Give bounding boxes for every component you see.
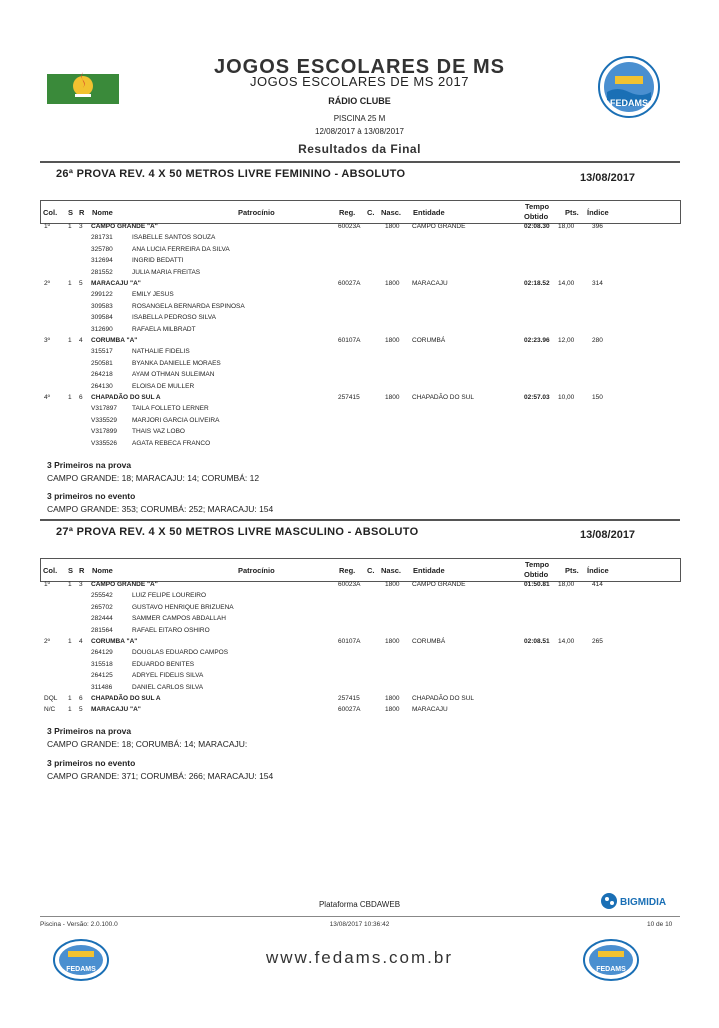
team-time: 02:08.51 [524, 638, 550, 645]
swimmer-row [40, 245, 680, 256]
swimmer-name: LUIZ FELIPE LOUREIRO [132, 592, 207, 600]
team-series: 1 [68, 706, 72, 714]
team-lane: 3 [79, 223, 83, 230]
event-1-summary2: CAMPO GRANDE: 353; CORUMBÁ: 252; MARACAJU: 154 [47, 504, 274, 514]
swimmer-name: BYANKA DANIELLE MORAES [132, 359, 221, 367]
team-lane: 3 [79, 581, 83, 588]
team-place: 3º [44, 337, 50, 344]
swimmer-reg: 315518 [91, 660, 113, 668]
team-points: 14,00 [558, 280, 575, 287]
swimmer-name: THAIS VAZ LOBO [132, 428, 185, 436]
swimmer-reg: 264130 [91, 382, 113, 390]
team-name: CAMPO GRANDE "A" [91, 223, 158, 230]
event-2-date: 13/08/2017 [580, 529, 636, 541]
swimmer-name: DOUGLAS EDUARDO CAMPOS [132, 649, 229, 657]
event-1-column-header: Col. S R Nome Patrocínio Reg. C. Nasc. Entidade Tempo Obtido Pts. Índice [40, 200, 681, 224]
team-birth: 1800 [385, 706, 400, 714]
team-reg: 60023A [338, 223, 361, 230]
swimmer-name: ISABELLA PEDROSO SILVA [132, 314, 216, 322]
team-index: 396 [592, 223, 603, 230]
team-reg: 60107A [338, 638, 361, 645]
event-2-summary1: CAMPO GRANDE: 18; CORUMBÁ: 14; MARACAJU: [47, 739, 248, 749]
swimmer-row [40, 325, 680, 336]
team-entity: CAMPO GRANDE [412, 581, 466, 588]
swimmer-name: RAFAELA MILBRADT [132, 325, 196, 333]
swimmer-reg: 264129 [91, 649, 113, 657]
header-divider [40, 161, 680, 163]
team-points: 18,00 [558, 223, 575, 230]
swimmer-reg: 309584 [91, 314, 113, 322]
swimmer-name: EMILY JESUS [132, 291, 174, 299]
swimmer-row [40, 591, 680, 602]
event-1-summary1-heading: 3 Primeiros na prova [47, 460, 132, 470]
team-birth: 1800 [385, 337, 400, 344]
bigmidia-logo [600, 891, 680, 911]
team-reg: 60027A [338, 280, 361, 287]
swimmer-reg: V335526 [91, 439, 118, 447]
team-name: MARACAJU "A" [91, 706, 141, 714]
swimmer-name: ADRYEL FIDELIS SILVA [132, 672, 204, 680]
swimmer-row [40, 648, 680, 659]
swimmer-row [40, 404, 680, 415]
team-place: 4º [44, 394, 50, 401]
fedams-logo [597, 56, 661, 118]
swimmer-reg: 255542 [91, 592, 113, 600]
swimmer-reg: 264218 [91, 371, 113, 379]
team-birth: 1800 [385, 581, 400, 588]
swimmer-name: ROSANGELA BERNARDA ESPINOSA [132, 302, 245, 310]
team-time: 02:18.52 [524, 280, 550, 287]
team-birth: 1800 [385, 394, 400, 401]
team-points: 10,00 [558, 394, 575, 401]
team-name: CORUMBA "A" [91, 337, 138, 344]
swimmer-name: NATHALIE FIDELIS [132, 348, 190, 356]
swimmer-row [40, 347, 680, 358]
swimmer-name: GUSTAVO HENRIQUE BRIZUENA [132, 603, 234, 611]
event-1-title: 26ª PROVA REV. 4 X 50 METROS LIVRE FEMININO - ABSOLUTO [56, 168, 406, 180]
swimmer-row [40, 614, 680, 625]
team-lane: 6 [79, 394, 83, 401]
team-name: CHAPADÃO DO SUL A [91, 394, 161, 401]
team-reg: 60023A [338, 581, 361, 588]
swimmer-row [40, 603, 680, 614]
team-entity: CORUMBÁ [412, 337, 446, 344]
fedams-logo-text: FEDAMS [610, 98, 648, 108]
team-row [40, 637, 680, 648]
team-time: 02:08.30 [524, 223, 550, 230]
swimmer-reg: 309583 [91, 302, 113, 310]
swimmer-reg: V317899 [91, 428, 118, 436]
footer-divider [40, 916, 680, 917]
team-points: 18,00 [558, 581, 575, 588]
footer-timestamp: 13/08/2017 10:36:42 [329, 921, 390, 928]
team-lane: 4 [79, 638, 83, 645]
swimmer-name: AYAM OTHMAN SULEIMAN [132, 371, 215, 379]
swimmer-reg: V317897 [91, 405, 118, 413]
svg-text:FEDAMS: FEDAMS [596, 966, 626, 973]
footer-version: Piscina - Versão: 2.0.100.0 [40, 921, 118, 928]
team-series: 1 [68, 638, 72, 645]
header-dates: 12/08/2017 à 13/08/2017 [315, 127, 404, 136]
team-series: 1 [68, 394, 72, 401]
team-entity: MARACAJU [412, 706, 448, 714]
swimmer-row [40, 233, 680, 244]
team-birth: 1800 [385, 695, 400, 702]
team-entity: CORUMBÁ [412, 638, 446, 645]
swimmer-name: AGATA REBECA FRANCO [132, 439, 211, 447]
swimmer-name: RAFAEL EITARO OSHIRO [132, 626, 210, 634]
team-row [40, 336, 680, 347]
swimmer-row [40, 370, 680, 381]
team-points: 14,00 [558, 638, 575, 645]
event-2-summary2-heading: 3 primeiros no evento [47, 758, 136, 768]
header-pool: PISCINA 25 M [333, 114, 386, 123]
swimmer-row [40, 302, 680, 313]
team-points: 12,00 [558, 337, 575, 344]
swimmer-name: EDUARDO BENITES [132, 660, 195, 668]
swimmer-reg: 281552 [91, 268, 113, 276]
swimmer-reg: 265702 [91, 603, 113, 611]
team-index: 414 [592, 581, 603, 588]
team-time: 02:23.96 [524, 337, 550, 344]
swimmer-row [40, 626, 680, 637]
swimmer-name: ISABELLE SANTOS SOUZA [132, 234, 216, 242]
footer-website[interactable]: www.fedams.com.br [265, 948, 454, 967]
swimmer-reg: 325780 [91, 245, 113, 253]
team-row [40, 279, 680, 290]
swimmer-row [40, 671, 680, 682]
team-lane: 5 [79, 706, 83, 714]
team-entity: CHAPADÃO DO SUL [412, 695, 475, 702]
event-1-summary1: CAMPO GRANDE: 18; MARACAJU: 14; CORUMBÁ: 12 [47, 473, 260, 483]
team-series: 1 [68, 280, 72, 287]
footer-page: 10 de 10 [647, 921, 673, 928]
swimmer-name: TAILA FOLLETO LERNER [132, 405, 209, 413]
swimmer-row [40, 660, 680, 671]
swimmer-reg: 299122 [91, 291, 113, 299]
bigmidia-text: BIGMIDIA [620, 897, 667, 908]
swimmer-reg: V335529 [91, 416, 118, 424]
results-title: Resultados da Final [298, 142, 421, 156]
footer-platform: Plataforma CBDAWEB [318, 900, 401, 909]
team-index: 150 [592, 394, 603, 401]
team-time: 02:57.03 [524, 394, 550, 401]
team-row [40, 222, 680, 233]
swimmer-row [40, 313, 680, 324]
team-name: CORUMBA "A" [91, 638, 138, 645]
event-1-date: 13/08/2017 [580, 172, 636, 184]
event-2-summary1-heading: 3 Primeiros na prova [47, 726, 132, 736]
team-name: CAMPO GRANDE "A" [91, 581, 158, 588]
swimmer-reg: 282444 [91, 615, 113, 623]
team-index: 280 [592, 337, 603, 344]
team-series: 1 [68, 337, 72, 344]
team-index: 265 [592, 638, 603, 645]
team-row [40, 705, 680, 716]
team-row [40, 694, 680, 705]
team-lane: 4 [79, 337, 83, 344]
team-place: DQL [44, 695, 58, 702]
team-entity: MARACAJU [412, 280, 448, 287]
team-row [40, 393, 680, 404]
swimmer-reg: 264125 [91, 672, 113, 680]
swimmer-row [40, 359, 680, 370]
team-reg: 257415 [338, 394, 360, 401]
footer-fedams-logo-right [582, 938, 640, 982]
swimmer-row [40, 439, 680, 450]
team-lane: 6 [79, 695, 83, 702]
swimmer-reg: 312694 [91, 257, 113, 265]
team-series: 1 [68, 223, 72, 230]
event-2-column-header: Col. S R Nome Patrocínio Reg. C. Nasc. Entidade Tempo Obtido Pts. Índice [40, 558, 681, 582]
team-place: 2º [44, 638, 50, 645]
swimmer-reg: 311486 [91, 683, 113, 691]
swimmer-name: JULIA MARIA FREITAS [132, 268, 201, 276]
team-reg: 60027A [338, 706, 361, 714]
swimmer-name: MARJORI GARCIA OLIVEIRA [132, 416, 220, 424]
swimmer-reg: 315517 [91, 348, 113, 356]
team-series: 1 [68, 581, 72, 588]
swimmer-row [40, 683, 680, 694]
swimmer-reg: 281731 [91, 234, 113, 242]
team-name: CHAPADÃO DO SUL A [91, 695, 161, 702]
team-place: 1º [44, 223, 50, 230]
header-subtitle: JOGOS ESCOLARES DE MS 2017 [250, 74, 469, 89]
swimmer-reg: 312690 [91, 325, 113, 333]
swimmer-row [40, 382, 680, 393]
event-2-title: 27ª PROVA REV. 4 X 50 METROS LIVRE MASCULINO - ABSOLUTO [56, 526, 419, 538]
header-title: JOGOS ESCOLARES DE MS [213, 56, 506, 78]
swimmer-name: INGRID BEDATTI [132, 257, 184, 265]
team-lane: 5 [79, 280, 83, 287]
swimmer-name: SAMMER CAMPOS ABDALLAH [132, 615, 226, 623]
swimmer-row [40, 427, 680, 438]
header-venue: RÁDIO CLUBE [328, 96, 391, 106]
team-birth: 1800 [385, 280, 400, 287]
svg-text:FEDAMS: FEDAMS [66, 966, 96, 973]
swimmer-name: DANIEL CARLOS SILVA [132, 683, 204, 691]
swimmer-reg: 281564 [91, 626, 113, 634]
team-name: MARACAJU "A" [91, 280, 141, 287]
swimmer-name: ANA LUCIA FERREIRA DA SILVA [132, 245, 230, 253]
team-place: 2º [44, 280, 50, 287]
event-2-summary2: CAMPO GRANDE: 371; CORUMBÁ: 266; MARACAJU: 154 [47, 771, 274, 781]
team-entity: CHAPADÃO DO SUL [412, 394, 475, 401]
team-index: 314 [592, 280, 603, 287]
team-reg: 257415 [338, 695, 360, 702]
swimmer-row [40, 256, 680, 267]
swimmer-row [40, 416, 680, 427]
team-row [40, 580, 680, 591]
team-place: N/C [44, 706, 56, 714]
team-entity: CAMPO GRANDE [412, 223, 466, 230]
event-1-summary2-heading: 3 primeiros no evento [47, 491, 136, 501]
team-place: 1º [44, 581, 50, 588]
team-birth: 1800 [385, 223, 400, 230]
swimmer-reg: 250581 [91, 359, 113, 367]
event-divider [40, 519, 680, 521]
swimmer-row [40, 290, 680, 301]
swimmer-name: ELOISA DE MULLER [132, 382, 195, 390]
team-time: 01:50.81 [524, 581, 550, 588]
team-series: 1 [68, 695, 72, 702]
swimmer-row [40, 268, 680, 279]
team-birth: 1800 [385, 638, 400, 645]
team-reg: 60107A [338, 337, 361, 344]
